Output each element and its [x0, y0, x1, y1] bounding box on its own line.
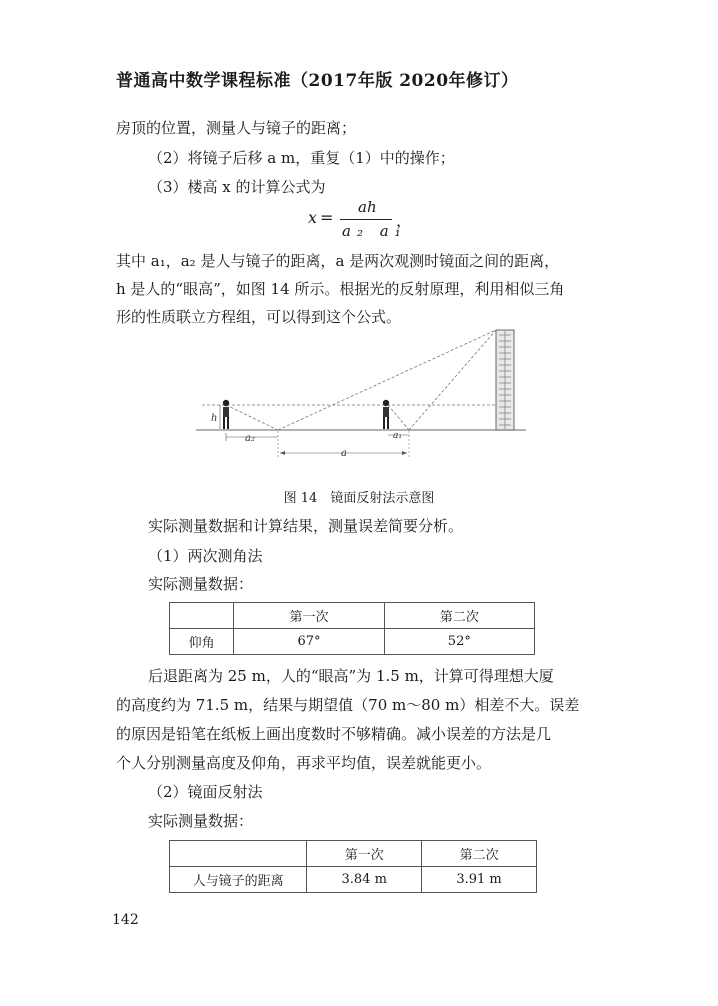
h-label: h [211, 413, 218, 424]
formula [308, 198, 418, 240]
text-line: 个人分别测量高度及仰角，再求平均值，误差就能更小。 [116, 754, 492, 772]
table-cell: 人与镜子的距离 [170, 867, 307, 893]
table-header-cell: 第一次 [234, 603, 384, 629]
table-cell: 67° [234, 629, 384, 655]
formula-denominator: a₂ a₁ [342, 222, 407, 240]
light-rays [226, 330, 496, 430]
formula-comma: ， [396, 211, 413, 230]
text-line: （3）楼高 x 的计算公式为 [148, 178, 326, 196]
table-cell: 52° [384, 629, 534, 655]
figure-caption: 图 14 镜面反射法示意图 [283, 491, 435, 506]
text-line: 实际测量数据和计算结果，测量误差简要分析。 [148, 517, 464, 535]
a-label: a [341, 448, 347, 459]
formula-numerator: ah [358, 198, 377, 216]
table-row [170, 629, 535, 655]
building-icon [496, 330, 514, 430]
table-cell: 仰角 [170, 629, 234, 655]
text-line: h 是人的“眼高”，如图 14 所示。根据光的反射原理，利用相似三角 [116, 280, 565, 298]
text-line: 形的性质联立方程组，可以得到这个公式。 [116, 308, 402, 326]
table-header-cell: 第一次 [307, 841, 422, 867]
text-line: （2）将镜子后移 a m，重复（1）中的操作； [148, 149, 455, 167]
text-line: （2）镜面反射法 [148, 783, 263, 801]
mirror-data-table [169, 840, 537, 893]
table-header-cell: 第二次 [384, 603, 534, 629]
text-line: 其中 a₁，a₂ 是人与镜子的距离，a 是两次观测时镜面之间的距离， [116, 252, 560, 270]
table-header-cell: 第二次 [422, 841, 537, 867]
text-line: （1）两次测角法 [148, 547, 263, 565]
formula-x: x [308, 208, 318, 227]
text-line: 房顶的位置，测量人与镜子的距离； [116, 119, 357, 137]
text-line: 实际测量数据： [148, 575, 254, 593]
running-header: 普通高中数学课程标准（2017年版 2020年修订） [116, 71, 519, 91]
fraction-bar [340, 219, 392, 220]
text-line: 的原因是铅笔在纸板上画出度数时不够精确。减小误差的方法是几 [116, 725, 552, 743]
table-row [170, 867, 537, 893]
person-icon [223, 400, 229, 429]
person-icon [383, 400, 389, 429]
text-line: 的高度约为 71.5 m，结果与期望值（70 m～80 m）相差不大。误差 [116, 696, 580, 714]
table-header-cell [170, 841, 307, 867]
table-cell: 3.84 m [307, 867, 422, 893]
text-line: 后退距离为 25 m，人的“眼高”为 1.5 m，计算可得理想大厦 [148, 667, 554, 685]
mirror-reflection-diagram [196, 325, 526, 465]
angle-data-table [169, 602, 535, 655]
a2-label: a₂ [245, 433, 255, 444]
table-header-row [170, 603, 535, 629]
table-header-cell [170, 603, 234, 629]
table-cell: 3.91 m [422, 867, 537, 893]
formula-equals: = [320, 208, 334, 227]
text-line: 实际测量数据： [148, 812, 254, 830]
page-number: 142 [112, 912, 139, 928]
table-header-row [170, 841, 537, 867]
a1-label: a₁ [393, 431, 402, 441]
